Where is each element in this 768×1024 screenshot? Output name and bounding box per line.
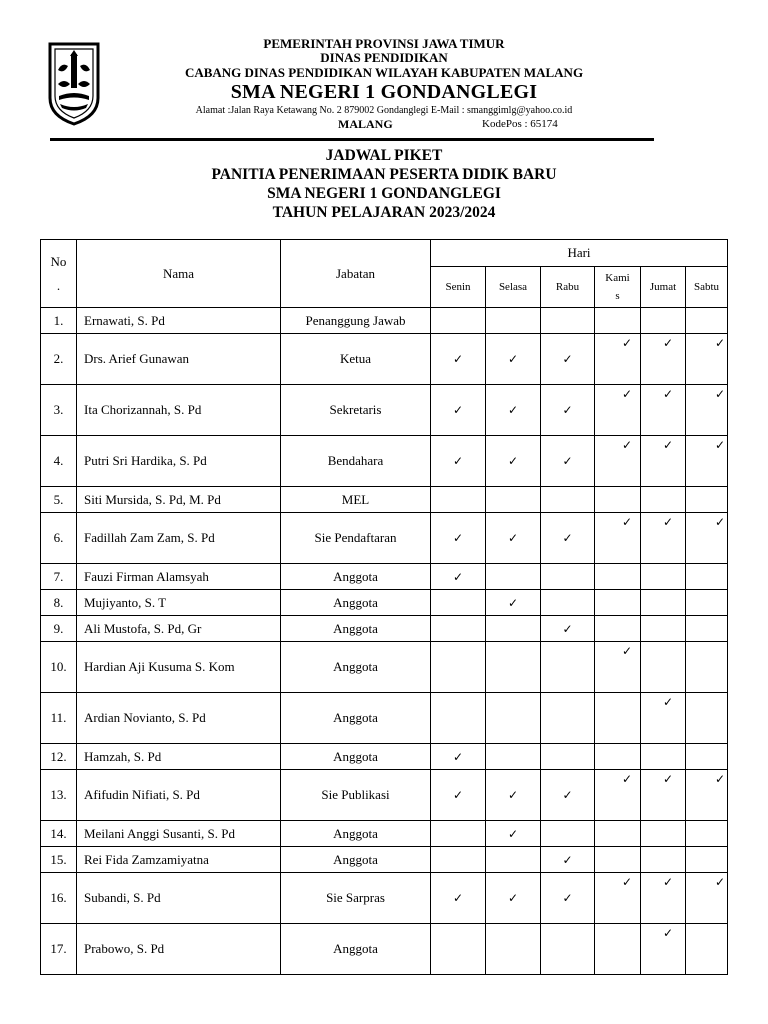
cell-selasa <box>486 744 541 770</box>
cell-sabtu <box>686 385 728 436</box>
row-name: Rei Fida Zamzamiyatna <box>77 847 281 873</box>
schedule-table-body <box>41 308 728 975</box>
table-row <box>41 616 728 642</box>
cell-rabu <box>541 513 595 564</box>
cell-senin <box>431 590 486 616</box>
cell-senin <box>431 385 486 436</box>
check-mark-icon: ✓ <box>662 875 673 889</box>
check-mark-icon: ✓ <box>507 531 519 545</box>
row-number: 5. <box>41 487 77 513</box>
check-mark-icon: ✓ <box>662 515 673 529</box>
check-mark-icon: ✓ <box>507 454 519 468</box>
row-position: Anggota <box>281 847 431 873</box>
header-day-selasa: Selasa <box>486 267 541 308</box>
check-mark-icon: ✓ <box>714 438 725 452</box>
row-position: Sie Publikasi <box>281 770 431 821</box>
row-position: Anggota <box>281 744 431 770</box>
table-row <box>41 873 728 924</box>
check-mark-icon: ✓ <box>452 788 464 802</box>
row-name: Ardian Novianto, S. Pd <box>77 693 281 744</box>
cell-rabu <box>541 693 595 744</box>
row-name: Hardian Aji Kusuma S. Kom <box>77 642 281 693</box>
cell-sabtu <box>686 744 728 770</box>
cell-jumat <box>641 693 686 744</box>
check-mark-icon: ✓ <box>507 403 519 417</box>
cell-senin <box>431 744 486 770</box>
cell-kamis <box>595 616 641 642</box>
row-position: Sie Sarpras <box>281 873 431 924</box>
check-mark-icon: ✓ <box>714 515 725 529</box>
check-mark-icon: ✓ <box>452 569 464 584</box>
cell-jumat <box>641 924 686 975</box>
cell-selasa <box>486 693 541 744</box>
header-day-kamis <box>595 267 641 308</box>
row-name: Ali Mustofa, S. Pd, Gr <box>77 616 281 642</box>
cell-sabtu <box>686 436 728 487</box>
cell-jumat <box>641 873 686 924</box>
table-row <box>41 924 728 975</box>
cell-jumat <box>641 308 686 334</box>
check-mark-icon: ✓ <box>621 515 632 529</box>
cell-jumat <box>641 770 686 821</box>
cell-senin <box>431 847 486 873</box>
cell-kamis <box>595 308 641 334</box>
check-mark-icon: ✓ <box>452 454 464 468</box>
table-row <box>41 436 728 487</box>
row-position: Bendahara <box>281 436 431 487</box>
table-row <box>41 744 728 770</box>
cell-kamis <box>595 693 641 744</box>
row-position: Anggota <box>281 821 431 847</box>
header-day-rabu: Rabu <box>541 267 595 308</box>
row-number: 9. <box>41 616 77 642</box>
cell-kamis <box>595 924 641 975</box>
cell-kamis <box>595 770 641 821</box>
row-name: Hamzah, S. Pd <box>77 744 281 770</box>
cell-jumat <box>641 436 686 487</box>
cell-rabu <box>541 487 595 513</box>
cell-selasa <box>486 821 541 847</box>
cell-rabu <box>541 564 595 590</box>
header-day-kamis-part2: s <box>615 290 620 302</box>
row-name: Putri Sri Hardika, S. Pd <box>77 436 281 487</box>
letterhead-address: Alamat :Jalan Raya Ketawang No. 2 879002 Gondanglegi E-Mail : smanggimlg@yahoo.co.id <box>195 105 573 116</box>
cell-senin <box>431 334 486 385</box>
cell-rabu <box>541 616 595 642</box>
cell-selasa <box>486 924 541 975</box>
check-mark-icon: ✓ <box>562 454 573 468</box>
cell-jumat <box>641 847 686 873</box>
cell-rabu <box>541 385 595 436</box>
check-mark-icon: ✓ <box>452 352 464 366</box>
cell-rabu <box>541 847 595 873</box>
cell-senin <box>431 924 486 975</box>
cell-kamis <box>595 385 641 436</box>
cell-selasa <box>486 487 541 513</box>
cell-kamis <box>595 821 641 847</box>
check-mark-icon: ✓ <box>662 387 673 401</box>
cell-rabu <box>541 744 595 770</box>
cell-jumat <box>641 385 686 436</box>
title-line-3: SMA NEGERI 1 GONDANGLEGI <box>267 185 501 202</box>
check-mark-icon: ✓ <box>562 352 573 366</box>
header-hari: Hari <box>431 240 728 267</box>
cell-rabu <box>541 642 595 693</box>
cell-selasa <box>486 308 541 334</box>
row-name: Prabowo, S. Pd <box>77 924 281 975</box>
cell-jumat <box>641 334 686 385</box>
cell-jumat <box>641 513 686 564</box>
header-jabatan: Jabatan <box>281 240 431 308</box>
cell-rabu <box>541 436 595 487</box>
row-position: Penanggung Jawab <box>281 308 431 334</box>
row-name: Fauzi Firman Alamsyah <box>77 564 281 590</box>
cell-sabtu <box>686 693 728 744</box>
cell-sabtu <box>686 821 728 847</box>
cell-rabu <box>541 821 595 847</box>
cell-sabtu <box>686 616 728 642</box>
header-no-dot: . <box>56 277 61 293</box>
row-number: 14. <box>41 821 77 847</box>
header-day-jumat: Jumat <box>641 267 686 308</box>
check-mark-icon: ✓ <box>562 891 573 905</box>
row-position: Anggota <box>281 616 431 642</box>
check-mark-icon: ✓ <box>562 788 573 802</box>
cell-kamis <box>595 564 641 590</box>
row-number: 6. <box>41 513 77 564</box>
cell-jumat <box>641 564 686 590</box>
row-name: Siti Mursida, S. Pd, M. Pd <box>77 487 281 513</box>
row-position: Ketua <box>281 334 431 385</box>
check-mark-icon: ✓ <box>452 749 464 764</box>
table-row <box>41 642 728 693</box>
cell-senin <box>431 436 486 487</box>
cell-senin <box>431 642 486 693</box>
row-position: Anggota <box>281 564 431 590</box>
header-no-label: No <box>50 253 67 269</box>
row-number: 11. <box>41 693 77 744</box>
check-mark-icon: ✓ <box>621 438 632 452</box>
check-mark-icon: ✓ <box>562 403 573 417</box>
row-number: 16. <box>41 873 77 924</box>
row-name: Mujiyanto, S. T <box>77 590 281 616</box>
cell-sabtu <box>686 590 728 616</box>
check-mark-icon: ✓ <box>507 595 519 610</box>
check-mark-icon: ✓ <box>621 644 632 658</box>
table-row <box>41 847 728 873</box>
check-mark-icon: ✓ <box>507 788 519 802</box>
cell-selasa <box>486 616 541 642</box>
row-number: 10. <box>41 642 77 693</box>
letterhead-school-name: SMA NEGERI 1 GONDANGLEGI <box>230 81 538 103</box>
row-number: 4. <box>41 436 77 487</box>
row-number: 3. <box>41 385 77 436</box>
cell-senin <box>431 821 486 847</box>
row-number: 7. <box>41 564 77 590</box>
cell-jumat <box>641 487 686 513</box>
letterhead-divider <box>50 138 654 141</box>
letterhead-department: DINAS PENDIDIKAN <box>320 50 448 65</box>
header-day-kamis-part1: Kami <box>605 272 630 284</box>
cell-senin <box>431 770 486 821</box>
cell-selasa <box>486 385 541 436</box>
row-name: Drs. Arief Gunawan <box>77 334 281 385</box>
cell-jumat <box>641 590 686 616</box>
cell-rabu <box>541 590 595 616</box>
cell-kamis <box>595 513 641 564</box>
cell-jumat <box>641 642 686 693</box>
table-row <box>41 513 728 564</box>
check-mark-icon: ✓ <box>714 387 725 401</box>
cell-kamis <box>595 873 641 924</box>
check-mark-icon: ✓ <box>714 336 725 350</box>
letterhead <box>110 36 658 131</box>
cell-selasa <box>486 873 541 924</box>
check-mark-icon: ✓ <box>507 352 519 366</box>
cell-selasa <box>486 847 541 873</box>
cell-rabu <box>541 873 595 924</box>
cell-senin <box>431 487 486 513</box>
cell-rabu <box>541 770 595 821</box>
row-position: Sekretaris <box>281 385 431 436</box>
cell-selasa <box>486 436 541 487</box>
letterhead-city: MALANG <box>338 117 393 131</box>
row-position: MEL <box>281 487 431 513</box>
table-row <box>41 334 728 385</box>
document-title <box>0 146 768 222</box>
cell-kamis <box>595 590 641 616</box>
letterhead-postal-code: KodePos : 65174 <box>482 118 558 130</box>
cell-rabu <box>541 334 595 385</box>
check-mark-icon: ✓ <box>507 891 519 905</box>
row-position: Anggota <box>281 924 431 975</box>
cell-sabtu <box>686 487 728 513</box>
cell-selasa <box>486 564 541 590</box>
check-mark-icon: ✓ <box>662 926 673 940</box>
check-mark-icon: ✓ <box>662 438 673 452</box>
schedule-table <box>40 239 728 975</box>
header-day-sabtu: Sabtu <box>686 267 728 308</box>
cell-kamis <box>595 744 641 770</box>
table-row <box>41 693 728 744</box>
check-mark-icon: ✓ <box>562 852 573 867</box>
row-name: Ernawati, S. Pd <box>77 308 281 334</box>
cell-sabtu <box>686 770 728 821</box>
cell-sabtu <box>686 847 728 873</box>
cell-senin <box>431 513 486 564</box>
cell-selasa <box>486 334 541 385</box>
check-mark-icon: ✓ <box>452 531 464 545</box>
cell-sabtu <box>686 924 728 975</box>
check-mark-icon: ✓ <box>452 891 464 905</box>
check-mark-icon: ✓ <box>714 772 725 786</box>
cell-selasa <box>486 513 541 564</box>
cell-rabu <box>541 308 595 334</box>
table-row <box>41 487 728 513</box>
cell-kamis <box>595 436 641 487</box>
row-number: 2. <box>41 334 77 385</box>
cell-kamis <box>595 642 641 693</box>
cell-senin <box>431 616 486 642</box>
cell-selasa <box>486 642 541 693</box>
row-number: 13. <box>41 770 77 821</box>
check-mark-icon: ✓ <box>507 826 519 841</box>
check-mark-icon: ✓ <box>621 875 632 889</box>
table-row <box>41 770 728 821</box>
table-row <box>41 821 728 847</box>
cell-senin <box>431 564 486 590</box>
table-row <box>41 564 728 590</box>
cell-selasa <box>486 770 541 821</box>
check-mark-icon: ✓ <box>621 772 632 786</box>
cell-rabu <box>541 924 595 975</box>
cell-kamis <box>595 847 641 873</box>
check-mark-icon: ✓ <box>662 695 673 709</box>
letterhead-government: PEMERINTAH PROVINSI JAWA TIMUR <box>263 36 505 51</box>
cell-sabtu <box>686 513 728 564</box>
check-mark-icon: ✓ <box>662 336 673 350</box>
cell-jumat <box>641 821 686 847</box>
letterhead-city-line <box>110 117 658 131</box>
title-line-1: JADWAL PIKET <box>325 147 443 164</box>
cell-jumat <box>641 616 686 642</box>
row-number: 8. <box>41 590 77 616</box>
cell-selasa <box>486 590 541 616</box>
cell-sabtu <box>686 564 728 590</box>
table-row <box>41 385 728 436</box>
title-line-4: TAHUN PELAJARAN 2023/2024 <box>272 204 496 221</box>
table-header-row <box>41 240 728 267</box>
check-mark-icon: ✓ <box>621 387 632 401</box>
row-position: Sie Pendaftaran <box>281 513 431 564</box>
cell-kamis <box>595 334 641 385</box>
row-position: Anggota <box>281 642 431 693</box>
table-row <box>41 308 728 334</box>
letterhead-branch: CABANG DINAS PENDIDIKAN WILAYAH KABUPATEN MALANG <box>184 65 584 80</box>
row-position: Anggota <box>281 590 431 616</box>
row-name: Afifudin Nifiati, S. Pd <box>77 770 281 821</box>
cell-sabtu <box>686 308 728 334</box>
cell-jumat <box>641 744 686 770</box>
check-mark-icon: ✓ <box>562 531 573 545</box>
cell-kamis <box>595 487 641 513</box>
row-name: Ita Chorizannah, S. Pd <box>77 385 281 436</box>
row-number: 15. <box>41 847 77 873</box>
check-mark-icon: ✓ <box>714 875 725 889</box>
row-number: 12. <box>41 744 77 770</box>
cell-sabtu <box>686 642 728 693</box>
provincial-emblem-logo <box>44 40 104 126</box>
header-nama: Nama <box>77 240 281 308</box>
table-row <box>41 590 728 616</box>
row-number: 17. <box>41 924 77 975</box>
cell-sabtu <box>686 873 728 924</box>
check-mark-icon: ✓ <box>452 403 464 417</box>
title-line-2: PANITIA PENERIMAAN PESERTA DIDIK BARU <box>211 166 557 183</box>
row-position: Anggota <box>281 693 431 744</box>
row-number: 1. <box>41 308 77 334</box>
cell-senin <box>431 693 486 744</box>
row-name: Fadillah Zam Zam, S. Pd <box>77 513 281 564</box>
row-name: Subandi, S. Pd <box>77 873 281 924</box>
cell-sabtu <box>686 334 728 385</box>
check-mark-icon: ✓ <box>562 621 573 636</box>
check-mark-icon: ✓ <box>662 772 673 786</box>
header-no <box>41 240 77 308</box>
check-mark-icon: ✓ <box>621 336 632 350</box>
cell-senin <box>431 873 486 924</box>
cell-senin <box>431 308 486 334</box>
row-name: Meilani Anggi Susanti, S. Pd <box>77 821 281 847</box>
header-day-senin: Senin <box>431 267 486 308</box>
